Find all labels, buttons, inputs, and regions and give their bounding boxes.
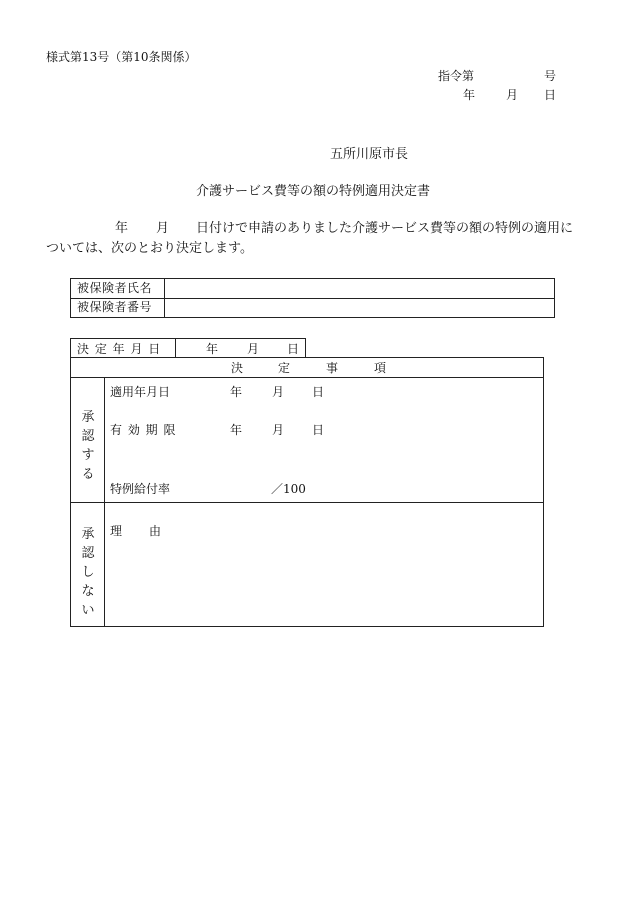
form-number: 様式第13号（第10条関係） — [46, 50, 197, 64]
validity-year: 年 — [230, 423, 243, 437]
directive-prefix: 指令第 — [438, 69, 475, 83]
decision-date-day: 日 — [287, 342, 300, 356]
validity-label: 有 効 期 限 — [110, 423, 177, 437]
validity-day: 日 — [312, 423, 325, 437]
body-line2: ついては、次のとおり決定します。 — [46, 241, 253, 256]
issuer-name: 五所川原市長 — [330, 147, 409, 162]
apply-date-day: 日 — [312, 385, 325, 399]
body-line1-rest: 日付けで申請のありました介護サービス費等の額の特例の適用に — [196, 221, 574, 236]
decision-date-box — [70, 338, 306, 358]
decision-date-divider — [175, 339, 176, 357]
decision-date-label: 決 定 年 月 日 — [77, 342, 162, 356]
decision-date-month: 月 — [247, 342, 260, 356]
matters-header-1: 決 — [231, 361, 244, 375]
apply-date-month: 月 — [272, 385, 285, 399]
matters-header-3: 事 — [326, 361, 339, 375]
decision-matters-table — [70, 357, 544, 627]
issue-day: 日 — [544, 88, 557, 102]
directive-suffix: 号 — [544, 69, 557, 83]
rate-value: ／100 — [271, 482, 306, 496]
reject-vertical-label: 承 認 し な い — [81, 527, 95, 618]
rate-label: 特例給付率 — [110, 482, 171, 496]
document-title: 介護サービス費等の額の特例適用決定書 — [196, 184, 431, 199]
approve-vertical-label: 承 認 す る — [81, 410, 95, 482]
insured-number-label: 被保険者番号 — [77, 300, 153, 314]
validity-month: 月 — [272, 423, 285, 437]
approve-reject-divider — [71, 502, 543, 503]
insured-table — [70, 278, 555, 318]
reason-label-1: 理 — [110, 524, 123, 538]
insured-number-field[interactable] — [165, 299, 554, 317]
issue-year: 年 — [463, 88, 476, 102]
matters-header-2: 定 — [278, 361, 291, 375]
decision-date-year: 年 — [206, 342, 219, 356]
matters-header-divider — [71, 377, 543, 378]
issue-month: 月 — [506, 88, 519, 102]
insured-name-label: 被保険者氏名 — [77, 281, 153, 295]
apply-date-year: 年 — [230, 385, 243, 399]
insured-name-field[interactable] — [165, 279, 554, 298]
reason-label-2: 由 — [149, 524, 162, 538]
apply-date-label: 適用年月日 — [110, 385, 171, 399]
body-month: 月 — [156, 221, 170, 236]
matters-header-4: 項 — [374, 361, 387, 375]
body-year: 年 — [115, 221, 129, 236]
